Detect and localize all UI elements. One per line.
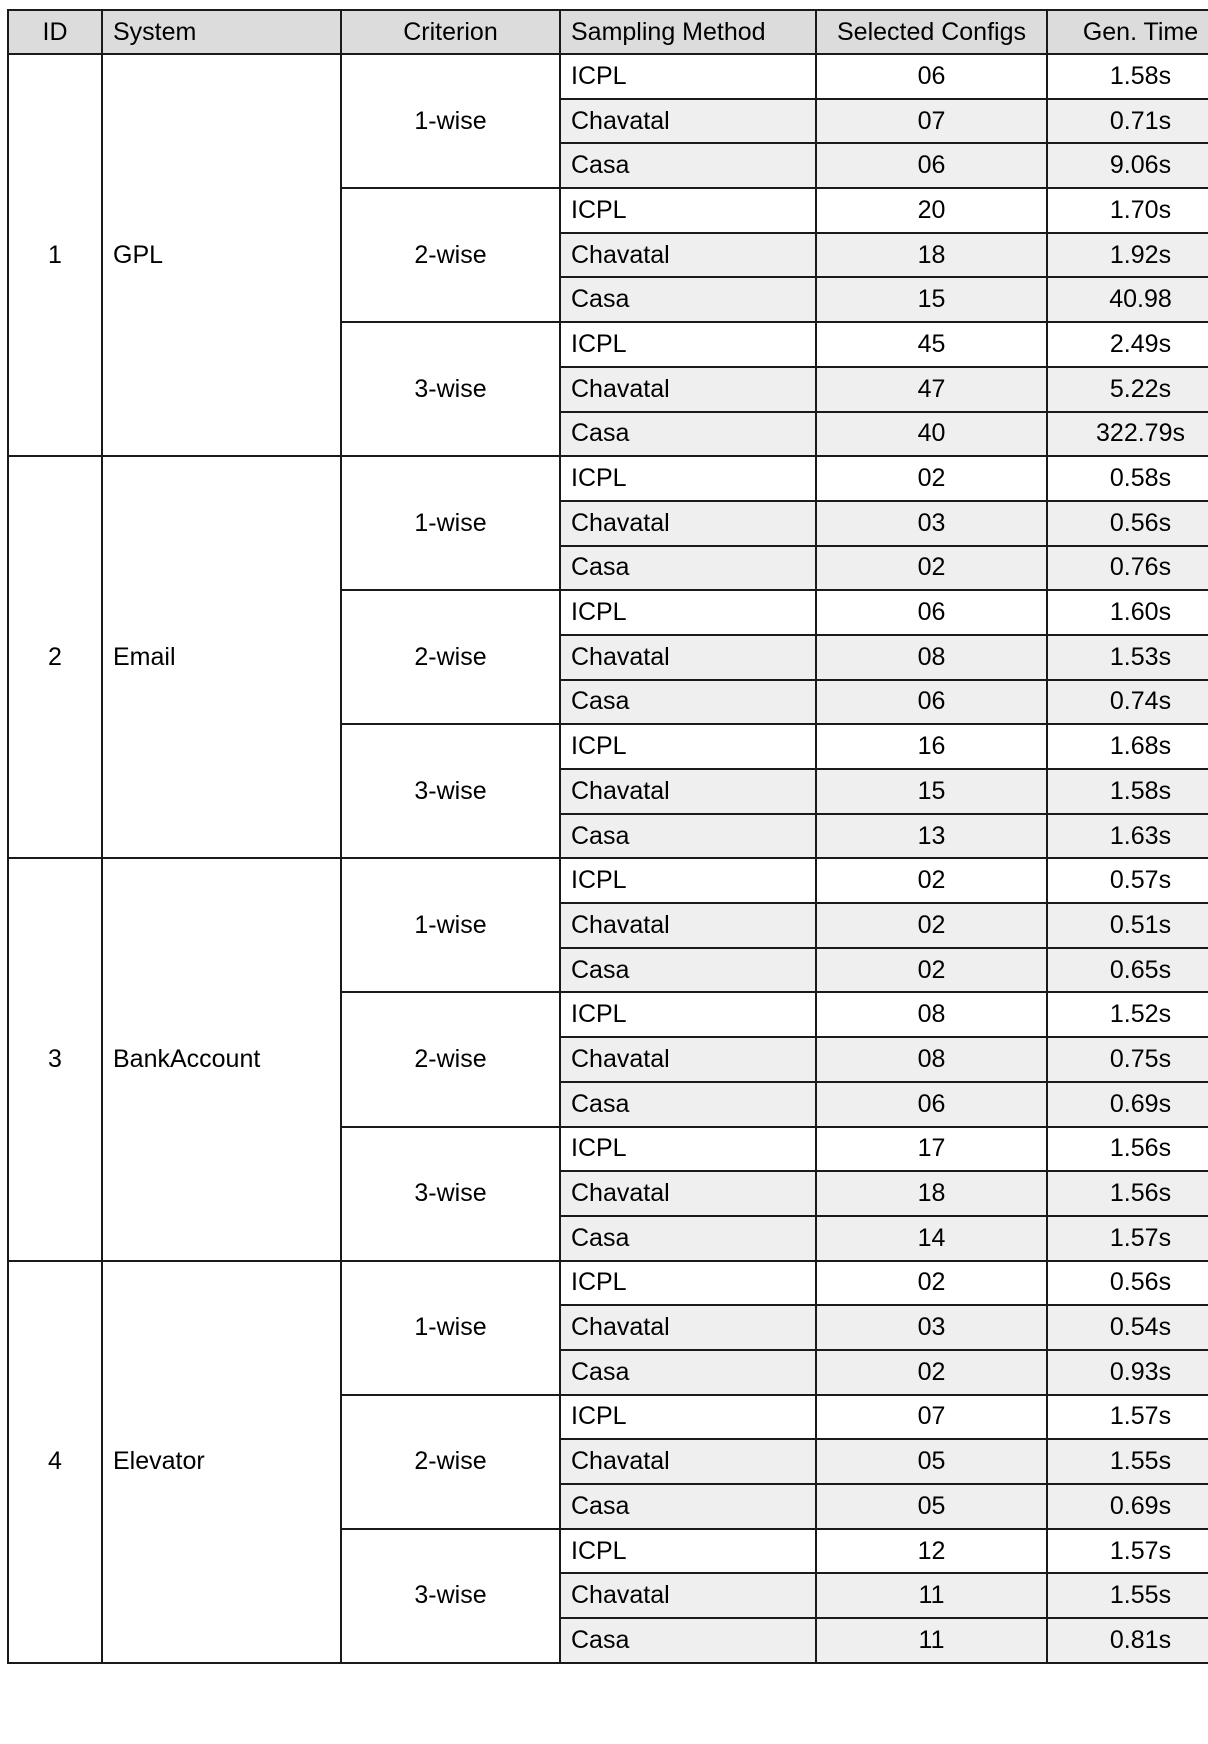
cell-sampling-method: Casa — [560, 546, 816, 591]
table-body — [8, 54, 1208, 1663]
cell-system: BankAccount — [102, 858, 341, 1260]
cell-sampling-method: Chavatal — [560, 99, 816, 144]
header-row — [8, 10, 1208, 54]
cell-gen-time: 1.52s — [1047, 992, 1208, 1037]
cell-selected-configs: 14 — [816, 1216, 1047, 1261]
cell-gen-time: 1.58s — [1047, 769, 1208, 814]
cell-selected-configs: 07 — [816, 99, 1047, 144]
cell-selected-configs: 03 — [816, 1305, 1047, 1350]
cell-system: GPL — [102, 54, 341, 456]
cell-sampling-method: ICPL — [560, 54, 816, 99]
cell-gen-time: 322.79s — [1047, 412, 1208, 457]
cell-gen-time: 0.56s — [1047, 501, 1208, 546]
cell-sampling-method: Casa — [560, 143, 816, 188]
cell-selected-configs: 12 — [816, 1529, 1047, 1574]
cell-selected-configs: 16 — [816, 724, 1047, 769]
table-row — [8, 456, 1208, 501]
header-gen-time: Gen. Time — [1047, 10, 1208, 54]
cell-gen-time: 1.57s — [1047, 1529, 1208, 1574]
cell-selected-configs: 06 — [816, 590, 1047, 635]
cell-sampling-method: ICPL — [560, 1529, 816, 1574]
header-id: ID — [8, 10, 102, 54]
cell-criterion: 3-wise — [341, 322, 560, 456]
cell-system: Elevator — [102, 1261, 341, 1663]
table-header — [8, 10, 1208, 54]
cell-gen-time: 0.54s — [1047, 1305, 1208, 1350]
cell-sampling-method: ICPL — [560, 1261, 816, 1306]
cell-system: Email — [102, 456, 341, 858]
cell-gen-time: 5.22s — [1047, 367, 1208, 412]
cell-selected-configs: 06 — [816, 1082, 1047, 1127]
header-selected-configs: Selected Configs — [816, 10, 1047, 54]
cell-gen-time: 40.98 — [1047, 277, 1208, 322]
cell-sampling-method: ICPL — [560, 1127, 816, 1172]
cell-sampling-method: ICPL — [560, 724, 816, 769]
cell-sampling-method: Chavatal — [560, 1305, 816, 1350]
table-row — [8, 1261, 1208, 1306]
cell-gen-time: 0.76s — [1047, 546, 1208, 591]
cell-sampling-method: Chavatal — [560, 1037, 816, 1082]
cell-gen-time: 1.63s — [1047, 814, 1208, 859]
cell-sampling-method: Casa — [560, 1082, 816, 1127]
cell-sampling-method: Casa — [560, 948, 816, 993]
cell-sampling-method: Chavatal — [560, 635, 816, 680]
cell-gen-time: 0.71s — [1047, 99, 1208, 144]
cell-criterion: 1-wise — [341, 456, 560, 590]
cell-sampling-method: Chavatal — [560, 1573, 816, 1618]
cell-gen-time: 1.53s — [1047, 635, 1208, 680]
cell-criterion: 2-wise — [341, 992, 560, 1126]
cell-selected-configs: 15 — [816, 769, 1047, 814]
cell-gen-time: 0.56s — [1047, 1261, 1208, 1306]
cell-selected-configs: 40 — [816, 412, 1047, 457]
cell-criterion: 1-wise — [341, 54, 560, 188]
cell-criterion: 3-wise — [341, 1529, 560, 1663]
cell-sampling-method: Chavatal — [560, 1439, 816, 1484]
cell-sampling-method: ICPL — [560, 858, 816, 903]
cell-sampling-method: Casa — [560, 1350, 816, 1395]
cell-selected-configs: 17 — [816, 1127, 1047, 1172]
cell-selected-configs: 11 — [816, 1573, 1047, 1618]
cell-id: 1 — [8, 54, 102, 456]
table-row — [8, 858, 1208, 903]
cell-gen-time: 1.68s — [1047, 724, 1208, 769]
cell-selected-configs: 05 — [816, 1439, 1047, 1484]
cell-gen-time: 0.69s — [1047, 1082, 1208, 1127]
cell-sampling-method: Casa — [560, 1216, 816, 1261]
cell-selected-configs: 47 — [816, 367, 1047, 412]
cell-sampling-method: Chavatal — [560, 1171, 816, 1216]
cell-selected-configs: 18 — [816, 1171, 1047, 1216]
cell-selected-configs: 18 — [816, 233, 1047, 278]
cell-gen-time: 1.58s — [1047, 54, 1208, 99]
cell-gen-time: 1.92s — [1047, 233, 1208, 278]
cell-selected-configs: 02 — [816, 546, 1047, 591]
cell-selected-configs: 02 — [816, 1350, 1047, 1395]
header-criterion: Criterion — [341, 10, 560, 54]
cell-sampling-method: Chavatal — [560, 367, 816, 412]
cell-id: 3 — [8, 858, 102, 1260]
cell-sampling-method: Casa — [560, 412, 816, 457]
cell-id: 4 — [8, 1261, 102, 1663]
cell-gen-time: 1.60s — [1047, 590, 1208, 635]
header-system: System — [102, 10, 341, 54]
cell-criterion: 3-wise — [341, 724, 560, 858]
cell-gen-time: 0.51s — [1047, 903, 1208, 948]
cell-criterion: 2-wise — [341, 1395, 560, 1529]
results-table — [7, 9, 1208, 1664]
cell-selected-configs: 06 — [816, 143, 1047, 188]
cell-selected-configs: 05 — [816, 1484, 1047, 1529]
cell-selected-configs: 11 — [816, 1618, 1047, 1663]
cell-sampling-method: Casa — [560, 814, 816, 859]
cell-gen-time: 1.57s — [1047, 1216, 1208, 1261]
cell-selected-configs: 02 — [816, 903, 1047, 948]
cell-selected-configs: 02 — [816, 1261, 1047, 1306]
cell-sampling-method: ICPL — [560, 188, 816, 233]
cell-selected-configs: 13 — [816, 814, 1047, 859]
cell-selected-configs: 45 — [816, 322, 1047, 367]
cell-gen-time: 2.49s — [1047, 322, 1208, 367]
cell-selected-configs: 15 — [816, 277, 1047, 322]
cell-selected-configs: 08 — [816, 1037, 1047, 1082]
cell-sampling-method: Casa — [560, 1618, 816, 1663]
cell-gen-time: 0.65s — [1047, 948, 1208, 993]
cell-selected-configs: 20 — [816, 188, 1047, 233]
cell-selected-configs: 02 — [816, 948, 1047, 993]
cell-sampling-method: ICPL — [560, 590, 816, 635]
cell-gen-time: 0.81s — [1047, 1618, 1208, 1663]
cell-selected-configs: 06 — [816, 680, 1047, 725]
cell-criterion: 3-wise — [341, 1127, 560, 1261]
cell-gen-time: 1.55s — [1047, 1573, 1208, 1618]
cell-gen-time: 1.57s — [1047, 1395, 1208, 1440]
cell-gen-time: 0.93s — [1047, 1350, 1208, 1395]
cell-selected-configs: 02 — [816, 456, 1047, 501]
cell-sampling-method: Casa — [560, 277, 816, 322]
cell-gen-time: 0.69s — [1047, 1484, 1208, 1529]
cell-selected-configs: 02 — [816, 858, 1047, 903]
cell-sampling-method: Chavatal — [560, 501, 816, 546]
header-sampling-method: Sampling Method — [560, 10, 816, 54]
cell-gen-time: 9.06s — [1047, 143, 1208, 188]
cell-selected-configs: 06 — [816, 54, 1047, 99]
cell-sampling-method: ICPL — [560, 1395, 816, 1440]
cell-sampling-method: Chavatal — [560, 233, 816, 278]
cell-id: 2 — [8, 456, 102, 858]
cell-criterion: 2-wise — [341, 590, 560, 724]
cell-selected-configs: 08 — [816, 635, 1047, 680]
table-row — [8, 54, 1208, 99]
cell-sampling-method: Chavatal — [560, 903, 816, 948]
cell-sampling-method: Chavatal — [560, 769, 816, 814]
cell-sampling-method: ICPL — [560, 456, 816, 501]
cell-sampling-method: ICPL — [560, 992, 816, 1037]
cell-selected-configs: 07 — [816, 1395, 1047, 1440]
cell-selected-configs: 03 — [816, 501, 1047, 546]
cell-sampling-method: Casa — [560, 1484, 816, 1529]
cell-selected-configs: 08 — [816, 992, 1047, 1037]
cell-gen-time: 0.74s — [1047, 680, 1208, 725]
cell-criterion: 2-wise — [341, 188, 560, 322]
cell-gen-time: 1.70s — [1047, 188, 1208, 233]
cell-sampling-method: Casa — [560, 680, 816, 725]
cell-sampling-method: ICPL — [560, 322, 816, 367]
cell-gen-time: 0.75s — [1047, 1037, 1208, 1082]
cell-gen-time: 1.56s — [1047, 1127, 1208, 1172]
cell-gen-time: 1.55s — [1047, 1439, 1208, 1484]
cell-criterion: 1-wise — [341, 1261, 560, 1395]
cell-criterion: 1-wise — [341, 858, 560, 992]
cell-gen-time: 0.58s — [1047, 456, 1208, 501]
cell-gen-time: 1.56s — [1047, 1171, 1208, 1216]
cell-gen-time: 0.57s — [1047, 858, 1208, 903]
